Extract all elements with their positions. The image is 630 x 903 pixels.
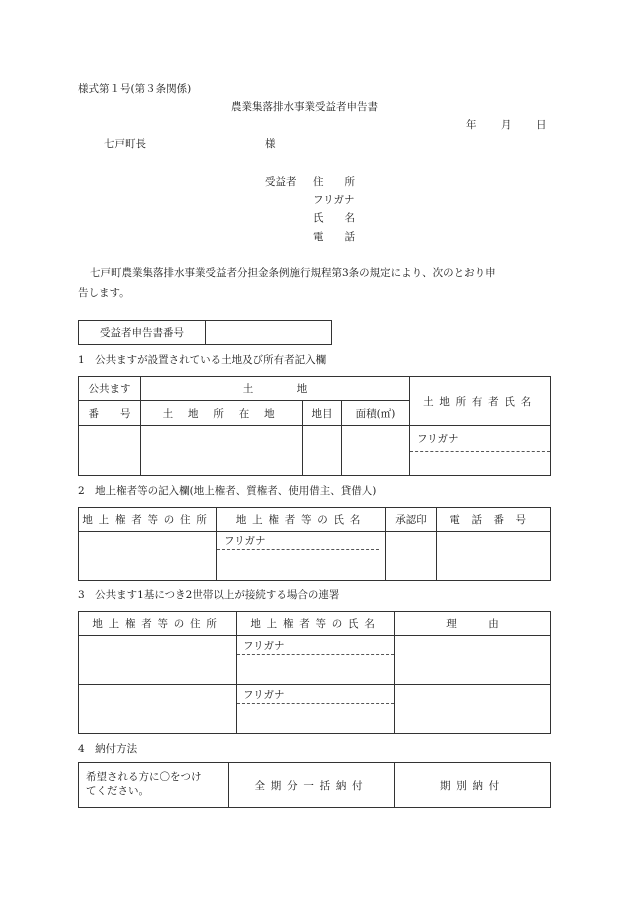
cell-s3-reason-1[interactable] [395, 636, 551, 685]
payment-method-table [78, 762, 551, 808]
cell-chimoku[interactable] [303, 426, 342, 476]
section-3-title: 3 公共ます1基につき2世帯以上が接続する場合の連署 [78, 589, 340, 601]
section-2-title: 2 地上権者等の記入欄(地上権者、質権者、使用借主、貸借人) [78, 485, 377, 497]
declaration-number-field[interactable] [206, 321, 332, 345]
cell-land-owner[interactable] [410, 426, 551, 476]
s3-name-field-1[interactable] [237, 655, 394, 684]
applicant-furigana-label: フリガナ [313, 194, 355, 206]
header-area: 面積(㎡) [342, 401, 410, 426]
header-chimoku: 地目 [303, 401, 342, 426]
applicant-phone-label: 電 話 [313, 231, 355, 243]
s2-name-field[interactable] [217, 550, 385, 580]
header-s2-phone: 電話番号 [437, 508, 551, 532]
s2-furigana: フリガナ [217, 532, 379, 550]
applicant-address-label: 住 所 [313, 176, 355, 188]
payment-instruction [79, 763, 229, 808]
applicant-label: 受益者 [265, 176, 297, 188]
declaration-number-table [78, 320, 332, 345]
page-title: 農業集落排水事業受益者申告書 [231, 101, 378, 113]
payment-instruction-line-1: 希望される方に〇をつけ [86, 771, 202, 784]
applicant-name-label: 氏 名 [313, 212, 355, 224]
header-tochi-1: 土 [242, 383, 254, 395]
header-land-location: 土 地 所 在 地 [141, 401, 303, 426]
cell-s3-name-1[interactable] [237, 636, 395, 685]
header-kokyo-masu: 公共ます [79, 377, 141, 401]
cell-land-location[interactable] [141, 426, 303, 476]
date-month-label: 月 [501, 119, 512, 131]
header-bango: 番 号 [79, 401, 141, 426]
cell-s3-address-2[interactable] [79, 685, 237, 734]
header-s3-address: 地上権者等の住所 [79, 612, 237, 636]
date-day-label: 日 [536, 119, 547, 131]
addressee: 七戸町長 [104, 138, 146, 150]
header-s2-address: 地上権者等の住所 [79, 508, 217, 532]
date-year-label: 年 [466, 119, 477, 131]
s3-furigana-2: フリガナ [237, 685, 394, 704]
cell-bango[interactable] [79, 426, 141, 476]
header-tochi [141, 377, 410, 401]
land-owner-furigana: フリガナ [410, 426, 550, 452]
s3-furigana-1: フリガナ [237, 636, 394, 655]
body-text-line-1: 七戸町農業集落排水事業受益者分担金条例施行規程第3条の規定により、次のとおり申 [90, 267, 496, 279]
header-s3-name: 地上権者等の氏名 [237, 612, 395, 636]
land-owner-name-field[interactable] [410, 452, 550, 475]
section-4-title: 4 納付方法 [78, 743, 138, 755]
header-land-owner-name: 土地所有者氏名 [410, 377, 551, 426]
honorific: 様 [265, 138, 276, 150]
payment-instruction-line-2: てください。 [86, 785, 149, 797]
cell-s2-name[interactable] [217, 532, 386, 581]
cell-area[interactable] [342, 426, 410, 476]
cell-s2-phone[interactable] [437, 532, 551, 581]
header-s2-seal: 承認印 [386, 508, 437, 532]
cell-s2-seal[interactable] [386, 532, 437, 581]
payment-option-installment[interactable]: 期別納付 [395, 763, 551, 808]
s3-name-field-2[interactable] [237, 704, 394, 733]
header-tochi-2: 地 [296, 383, 308, 395]
section-1-title: 1 公共ますが設置されている土地及び所有者記入欄 [78, 354, 327, 366]
declaration-number-label: 受益者申告書番号 [79, 321, 206, 345]
superficiary-table [78, 507, 551, 581]
joint-signature-table [78, 611, 551, 734]
land-owner-table [78, 376, 551, 476]
form-number: 様式第１号(第３条関係) [78, 83, 192, 95]
header-s2-name: 地上権者等の氏名 [217, 508, 386, 532]
payment-option-lump-sum[interactable]: 全期分一括納付 [229, 763, 395, 808]
cell-s2-address[interactable] [79, 532, 217, 581]
cell-s3-name-2[interactable] [237, 685, 395, 734]
cell-s3-reason-2[interactable] [395, 685, 551, 734]
header-s3-reason: 理 由 [395, 612, 551, 636]
cell-s3-address-1[interactable] [79, 636, 237, 685]
body-text-line-2: 告します。 [78, 287, 130, 299]
